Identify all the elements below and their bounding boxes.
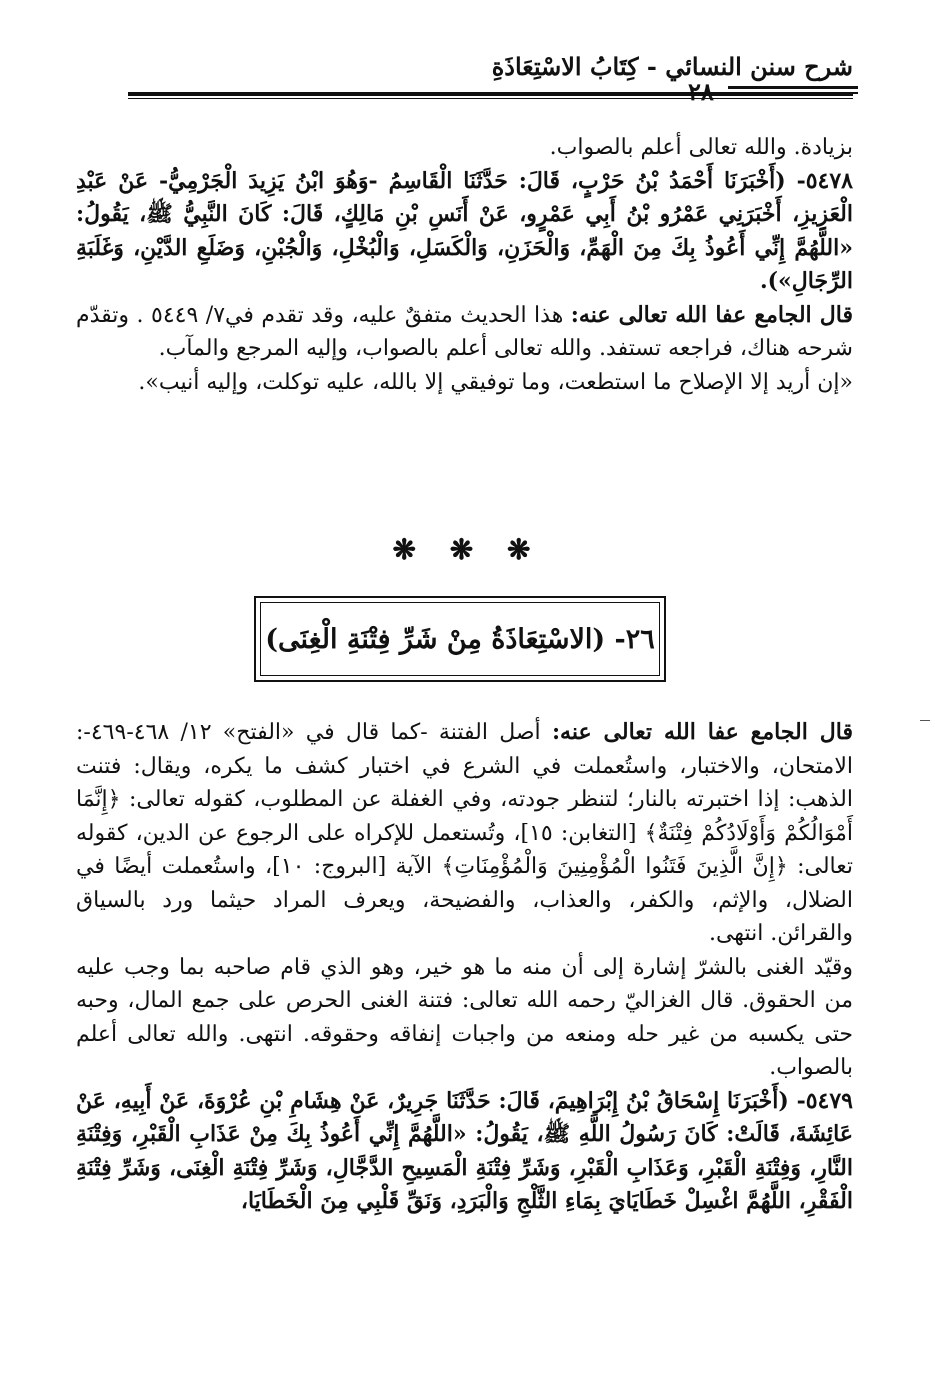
paragraph-continuation: بزيادة. والله تعالى أعلم بالصواب. [549,135,853,160]
text-block-2 [76,716,853,1219]
header-rule-thin [128,98,853,99]
page-number: ٢٨ [688,77,714,106]
chapter-heading-box [254,596,666,682]
closing-quote: «إن أريد إلا الإصلاح ما استطعت، وما توفيقي إلا بالله، عليه توكلت، وإليه أنيب». [138,369,853,395]
commentary-paragraph-3: وقيّد الغنى بالشرّ إشارة إلى أن منه ما هو خير، وهو الذي قام صاحبه بما وجب عليه من الحقوق. قال الغزاليّ رحمه الله تعالى: فتنة الغنى الحرص على جمع المال، وحبه حتى يكسبه من غير حله ومنعه من واجبات إنفاقه وحقوقه. انتهى. والله تعالى أعلم بالصواب. [76,954,853,1080]
commentary-lead-2: قال الجامع عفا الله تعالى عنه: [551,719,854,745]
chapter-title: ٢٦- (الاسْتِعَاذَةُ مِنْ شَرِّ فِتْنَةِ الْغِنَى) [265,623,655,655]
commentary-text: هذا الحديث متفقٌ عليه، وقد تقدم في٧/ ٥٤٤٩ . وتقدّم شرحه هناك، فراجعه تستفد. والله تعالى أعلم بالصواب، وإليه المرجع والمآب. [76,302,853,361]
hadith-5478: ٥٤٧٨- (أَخْبَرَنَا أَحْمَدُ بْنُ حَرْبٍ، قَالَ: حَدَّثَنَا الْقَاسِمُ -وَهُوَ ابْنُ يَزِيدَ الْجَرْمِيُّ- عَنْ عَبْدِ الْعَزِيزِ، أَخْبَرَنِي عَمْرُو بْنُ أَبِي عَمْرٍو، عَنْ أَنَسِ بْنِ مَالِكٍ، قَالَ: كَانَ النَّبِيُّ ﷺ، يَقُولُ: «اللَّهُمَّ إِنِّي أَعُوذُ بِكَ مِنَ الْهَمِّ، وَالْحَزَنِ، وَالْكَسَلِ، وَالْبُخْلِ، وَالْجُبْنِ، وَضَلَعِ الدَّيْنِ، وَغَلَبَةِ الرِّجَالِ»). [76,167,853,294]
chapter-heading-inner-frame [260,602,660,676]
text-block-1 [76,131,853,399]
page-number-rule [728,84,858,96]
section-separator-stars: ❋ ❋ ❋ [392,533,543,566]
page-header [68,52,853,112]
hadith-5479: ٥٤٧٩- (أَخْبَرَنَا إِسْحَاقُ بْنُ إِبْرَاهِيمَ، قَالَ: حَدَّثَنَا جَرِيرٌ، عَنْ هِشَامِ بْنِ عُرْوَةَ، عَنْ أَبِيهِ، عَنْ عَائِشَةَ، قَالَتْ: كَانَ رَسُولُ اللَّهِ ﷺ، يَقُولُ: «اللَّهُمَّ إِنِّي أَعُوذُ بِكَ مِنْ عَذَابِ الْقَبْرِ، وَفِتْنَةِ النَّارِ، وَفِتْنَةِ الْقَبْرِ، وَعَذَابِ الْقَبْرِ، وَشَرِّ فِتْنَةِ الْمَسِيحِ الدَّجَّالِ، وَشَرِّ فِتْنَةِ الْغِنَى، وَشَرِّ فِتْنَةِ الْفَقْرِ، اللَّهُمَّ اغْسِلْ خَطَايَايَ بِمَاءِ الثَّلْجِ وَالْبَرَدِ، وَنَقِّ قَلْبِي مِنَ الْخَطَايَا، [76,1087,853,1214]
commentary-text-2: أصل الفتنة -كما قال في «الفتح» ١٢/ ٤٦٨-٤٦٩-: الامتحان، والاختبار، واستُعملت في الشرع في اختبار كشف ما يكره، ويقال: فتنت الذهب: إذا اختبرته بالنار؛ لتنظر جودته، وفي الغفلة عن المطلوب، كقوله تعالى: ﴿إِنَّمَا أَمْوَالُكُمْ وَأَوْلَادُكُمْ فِتْنَةٌ﴾ [التغابن: ١٥]، وتُستعمل للإكراه على الرجوع عن الدين، كقوله تعالى: ﴿إِنَّ الَّذِينَ فَتَنُوا الْمُؤْمِنِينَ وَالْمُؤْمِنَاتِ﴾ الآية [البروج: ١٠]، واستُعملت أيضًا في الضلال، والإثم، والكفر، والعذاب، والفضيحة، ويعرف المراد حيثما ورد بالسياق والقرائن. انتهى. [76,720,853,946]
running-title: شرح سنن النسائي - كِتَابُ الاسْتِعَاذَةِ [491,52,853,81]
scan-edge-mark [920,720,930,721]
commentary-paragraph-1 [76,299,853,366]
commentary-paragraph-2 [76,716,853,951]
commentary-lead: قال الجامع عفا الله تعالى عنه: [570,301,853,328]
